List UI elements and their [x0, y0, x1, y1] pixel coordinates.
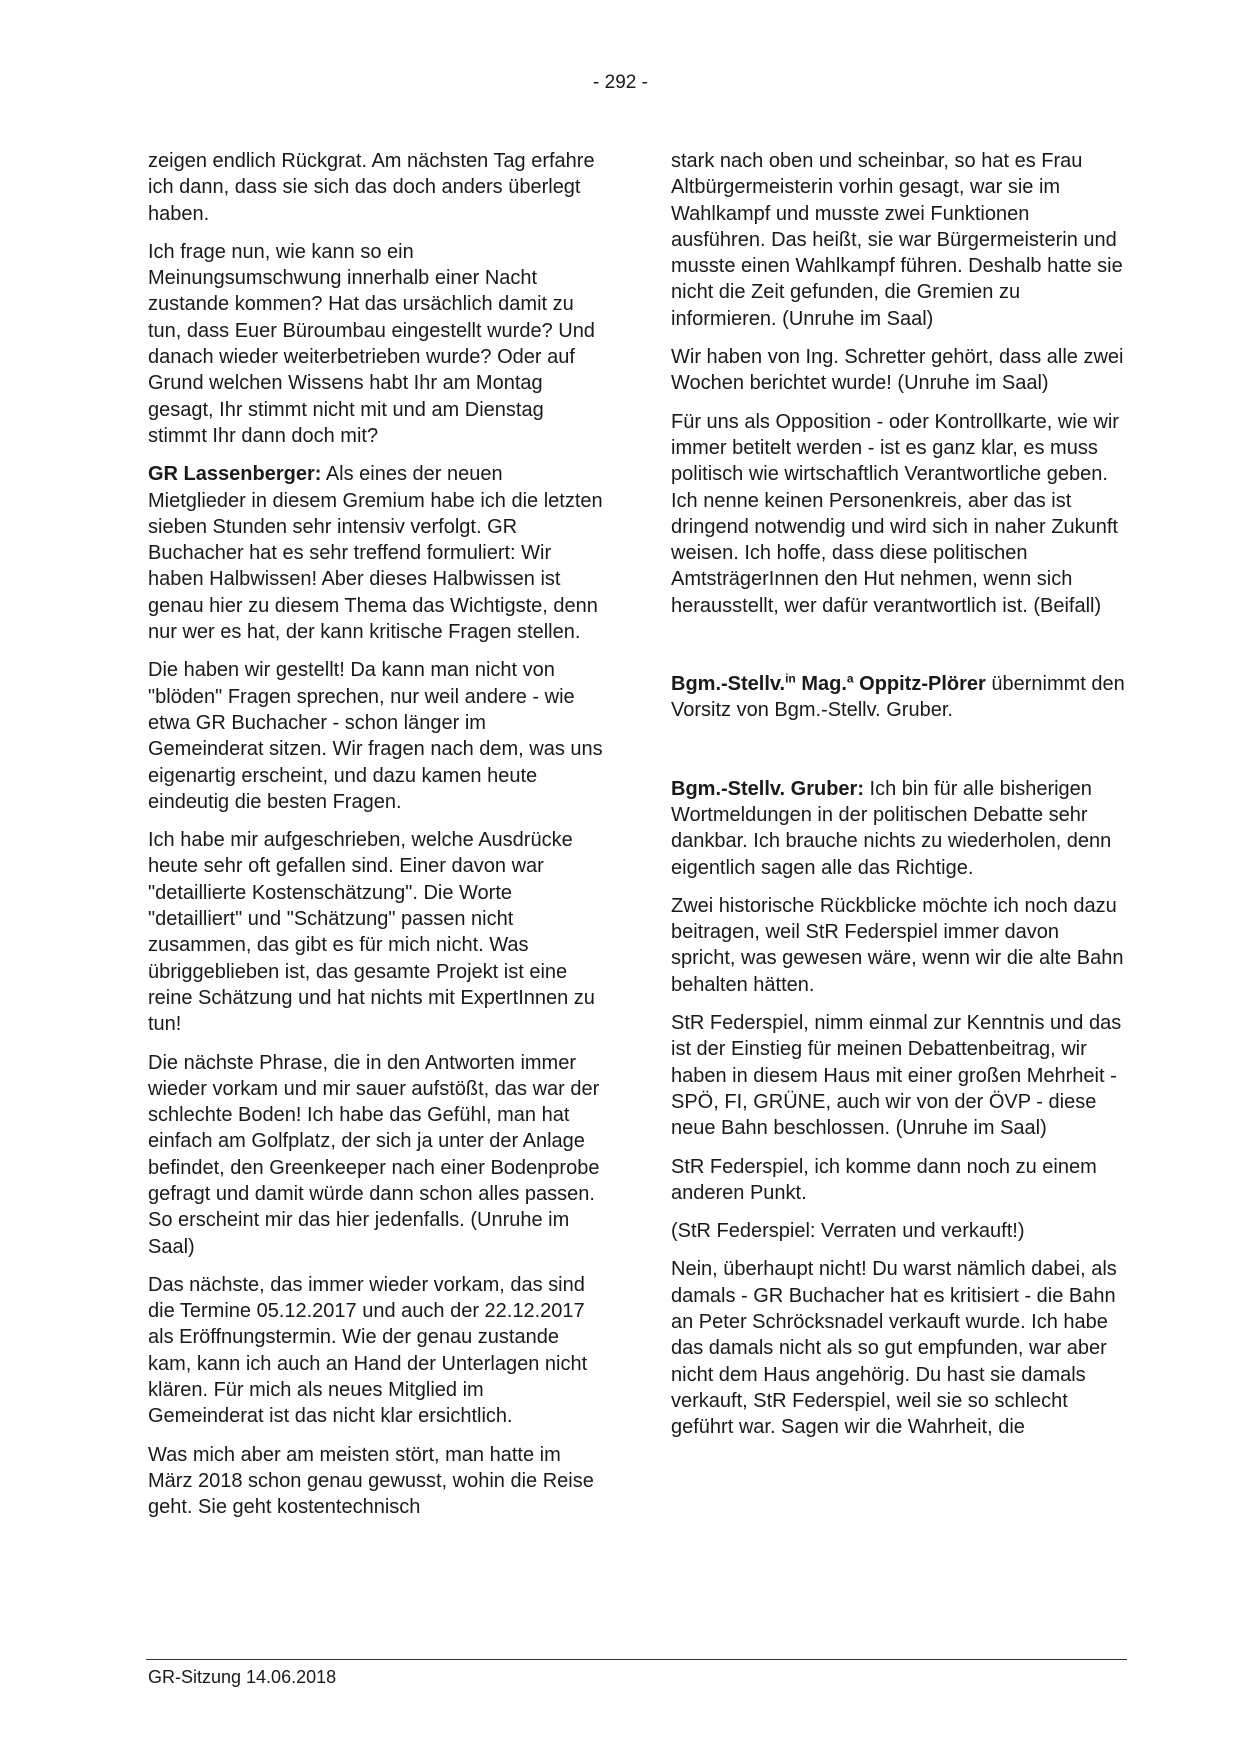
- speaker-name: Bgm.-Stellv. Gruber:: [671, 777, 864, 800]
- paragraph: Ich frage nun, wie kann so ein Meinungsumschwung innerhalb einer Nacht zustande kommen? Hat das ursächlich damit zu tun, dass Euer Büroumbau eingestellt wurde? Und danach wieder weiterbetrieben wurde? Oder auf Grund welchen Wissens habt Ihr am Montag gesagt, Ihr stimmt nicht mit und am Dienstag stimmt Ihr dann doch mit?: [148, 240, 595, 447]
- left-column: [148, 148, 603, 1533]
- paragraph: Ich habe mir aufgeschrieben, welche Ausdrücke heute sehr oft gefallen sind. Einer davon war "detaillierte Kostenschätzung". Die Worte "detailliert" und "Schätzung" passen nicht zusammen, das gibt es für mich nicht. Was übriggeblieben ist, das gesamte Projekt ist eine reine Schätzung und hat nichts mit ExpertInnen zu tun!: [148, 829, 595, 1036]
- paragraph: zeigen endlich Rückgrat. Am nächsten Tag erfahre ich dann, dass sie sich das doch anders überlegt haben.: [148, 150, 595, 225]
- paragraph: Die haben wir gestellt! Da kann man nicht von "blöden" Fragen sprechen, nur weil andere - wie etwa GR Buchacher - schon länger im Gemeinderat sitzen. Wir fragen nach dem, was uns eigenartig erscheint, und dazu kamen heute eindeutig die besten Fragen.: [148, 659, 603, 813]
- footer-divider: [146, 1659, 1127, 1660]
- paragraph: StR Federspiel, nimm einmal zur Kenntnis und das ist der Einstieg für meinen Debattenbeitrag, wir haben in diesem Haus mit einer großen Mehrheit - SPÖ, FI, GRÜNE, auch wir von der ÖVP - diese neue Bahn beschlossen. (Unruhe im Saal): [671, 1012, 1122, 1140]
- paragraph: stark nach oben und scheinbar, so hat es Frau Altbürgermeisterin vorhin gesagt, war sie im Wahlkampf und musste zwei Funktionen ausführen. Das heißt, sie war Bürgermeisterin und musste einen Wahlkampf führen. Deshalb hatte sie nicht die Zeit gefunden, die Gremien zu informieren. (Unruhe im Saal): [671, 150, 1123, 330]
- right-column: [671, 148, 1126, 1452]
- spacer: [671, 736, 1126, 776]
- speaker-name: GR Lassenberger:: [148, 463, 322, 486]
- speech-text: Ich bin für alle bisherigen Wortmeldungen in der politischen Debatte sehr dankbar. Ich brauche nichts zu wiederholen, denn eigentlich sagen alle das Richtige.: [671, 777, 1112, 879]
- speech-text: Als eines der neuen Mietglieder in diesem Gremium habe ich die letzten sieben Stunden sehr intensiv verfolgt. GR Buchacher hat es sehr treffend formuliert: Wir haben Halbwissen! Aber dieses Halbwissen ist genau hier zu diesem Thema das Wichtigste, denn nur wer es hat, der kann kritische Fragen stellen.: [148, 463, 603, 644]
- paragraph: Was mich aber am meisten stört, man hatte im März 2018 schon genau gewusst, wohin die Reise geht. Sie geht kostentechnisch: [148, 1443, 594, 1519]
- speech-paragraph: [671, 776, 1126, 881]
- paragraph: StR Federspiel, ich komme dann noch zu einem anderen Punkt.: [671, 1155, 1097, 1204]
- chair-speaker-name: Bgm.-Stellv.$^{in}$ Mag.$^a$ Oppitz-Plörer: [671, 671, 986, 696]
- paragraph: Nein, überhaupt nicht! Du warst nämlich dabei, als damals - GR Buchacher hat es kritisiert - die Bahn an Peter Schröcksnadel verkauft wurde. Ich habe das damals nicht als so gut empfunden, war aber nicht dem Haus angehörig. Du hast sie damals verkauft, StR Federspiel, weil sie so schlecht geführt war. Sagen wir die Wahrheit, die: [671, 1258, 1117, 1439]
- speech-paragraph: [148, 461, 603, 645]
- page-number: - 292 -: [593, 72, 648, 93]
- chair-change-note: [671, 671, 1126, 724]
- spacer: [671, 631, 1126, 671]
- chair-change-text: übernimmt den Vorsitz von Bgm.-Stellv. Gruber.: [671, 673, 1125, 722]
- paragraph: Für uns als Opposition - oder Kontrollkarte, wie wir immer betitelt werden - ist es ganz klar, es muss politisch wie wirtschaftlich Verantwortliche geben. Ich nenne keinen Personenkreis, aber das ist dringend notwendig und wird sich in naher Zukunft weisen. Ich hoffe, dass diese politischen AmtsträgerInnen den Hut nehmen, wenn sich herausstellt, wer dafür verantwortlich ist. (Beifall): [671, 410, 1119, 617]
- paragraph: Das nächste, das immer wieder vorkam, das sind die Termine 05.12.2017 und auch der 22.12.2017 als Eröffnungstermin. Wie der genau zustande kam, kann ich auch an Hand der Unterlagen nicht klären. Für mich als neues Mitglied im Gemeinderat ist das nicht klar ersichtlich.: [148, 1273, 588, 1428]
- paragraph: Wir haben von Ing. Schretter gehört, dass alle zwei Wochen berichtet wurde! (Unruhe im Saal): [671, 346, 1124, 395]
- footer-session-date: GR-Sitzung 14.06.2018: [148, 1667, 337, 1687]
- paragraph: (StR Federspiel: Verraten und verkauft!): [671, 1220, 1025, 1243]
- paragraph: Zwei historische Rückblicke möchte ich noch dazu beitragen, weil StR Federspiel immer davon spricht, was gewesen wäre, wenn wir die alte Bahn behalten hätten.: [671, 894, 1124, 996]
- paragraph: Die nächste Phrase, die in den Antworten immer wieder vorkam und mir sauer aufstößt, das war der schlechte Boden! Ich habe das Gefühl, man hat einfach am Golfplatz, der sich ja unter der Anlage befindet, den Greenkeeper nach einer Bodenprobe gefragt und damit würde dann schon alles passen. So erscheint mir das hier jedenfalls. (Unruhe im Saal): [148, 1051, 600, 1258]
